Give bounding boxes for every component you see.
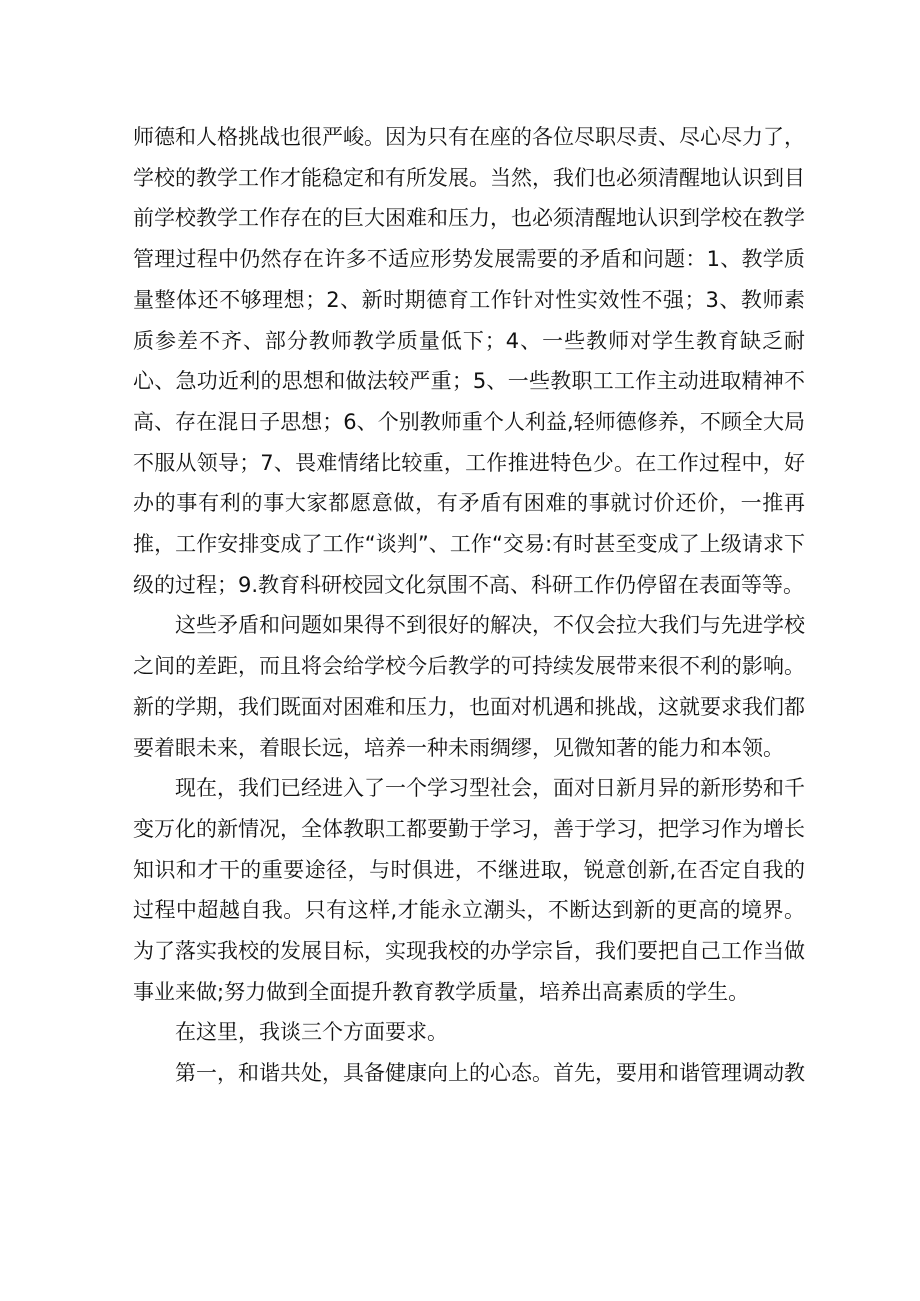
paragraph-three-requirements: 在这里，我谈三个方面要求。 <box>175 1020 448 1045</box>
paragraph-problems: 师德和人格挑战也很严峻。因为只有在座的各位尽职尽责、尽心尽力了，学校的教学工作才能稳定和有所发展。当然，我们也必须清醒地认识到目前学校教学工作存在的巨大困难和压力，也必须清醒地认识到学校在教学管理过程中仍然存在许多不适应形势发展需要的矛盾和问题：1、教学质量整体还不够理想；2、新时期德育工作针对性实效性不强；3、教师素质参差不齐、部分教师教学质量低下；4、一些教师对学生教育缺乏耐心、急功近利的思想和做法较严重；5、一些教职工工作主动进取精神不高、存在混日子思想；6、个别教师重个人利益,轻师德修养，不顾全大局不服从领导；7、畏难情绪比较重，工作推进特色少。在工作过程中，好办的事有利的事大家都愿意做，有矛盾有困难的事就讨价还价，一推再推，工作安排变成了工作“谈判”、工作“交易:有时甚至变成了上级请求下级的过程；9.教育科研校园文化氛围不高、科研工作仍停留在表面等等。 <box>133 125 805 597</box>
document-page <box>133 117 805 1094</box>
paragraph-consequences: 这些矛盾和问题如果得不到很好的解决，不仅会拉大我们与先进学校之间的差距，而且将会给学校今后教学的可持续发展带来很不利的影响。新的学期，我们既面对困难和压力，也面对机遇和挑战，这就要求我们都要着眼未来，着眼长远，培养一种未雨绸缪，见微知著的能力和本领。 <box>133 613 805 760</box>
paragraph-first-requirement: 第一，和谐共处，具备健康向上的心态。首先，要用和谐管理调动教 <box>175 1061 805 1086</box>
paragraph-learning: 现在，我们已经进入了一个学习型社会，面对日新月异的新形势和千变万化的新情况，全体教职工都要勤于学习，善于学习，把学习作为增长知识和才干的重要途径，与时俱进，不继进取，锐意创新,在否定自我的过程中超越自我。只有这样,才能永立潮头，不断达到新的更高的境界。为了落实我校的发展目标，实现我校的办学宗旨，我们要把自己工作当做事业来做;努力做到全面提升教育教学质量，培养出高素质的学生。 <box>133 776 805 1004</box>
